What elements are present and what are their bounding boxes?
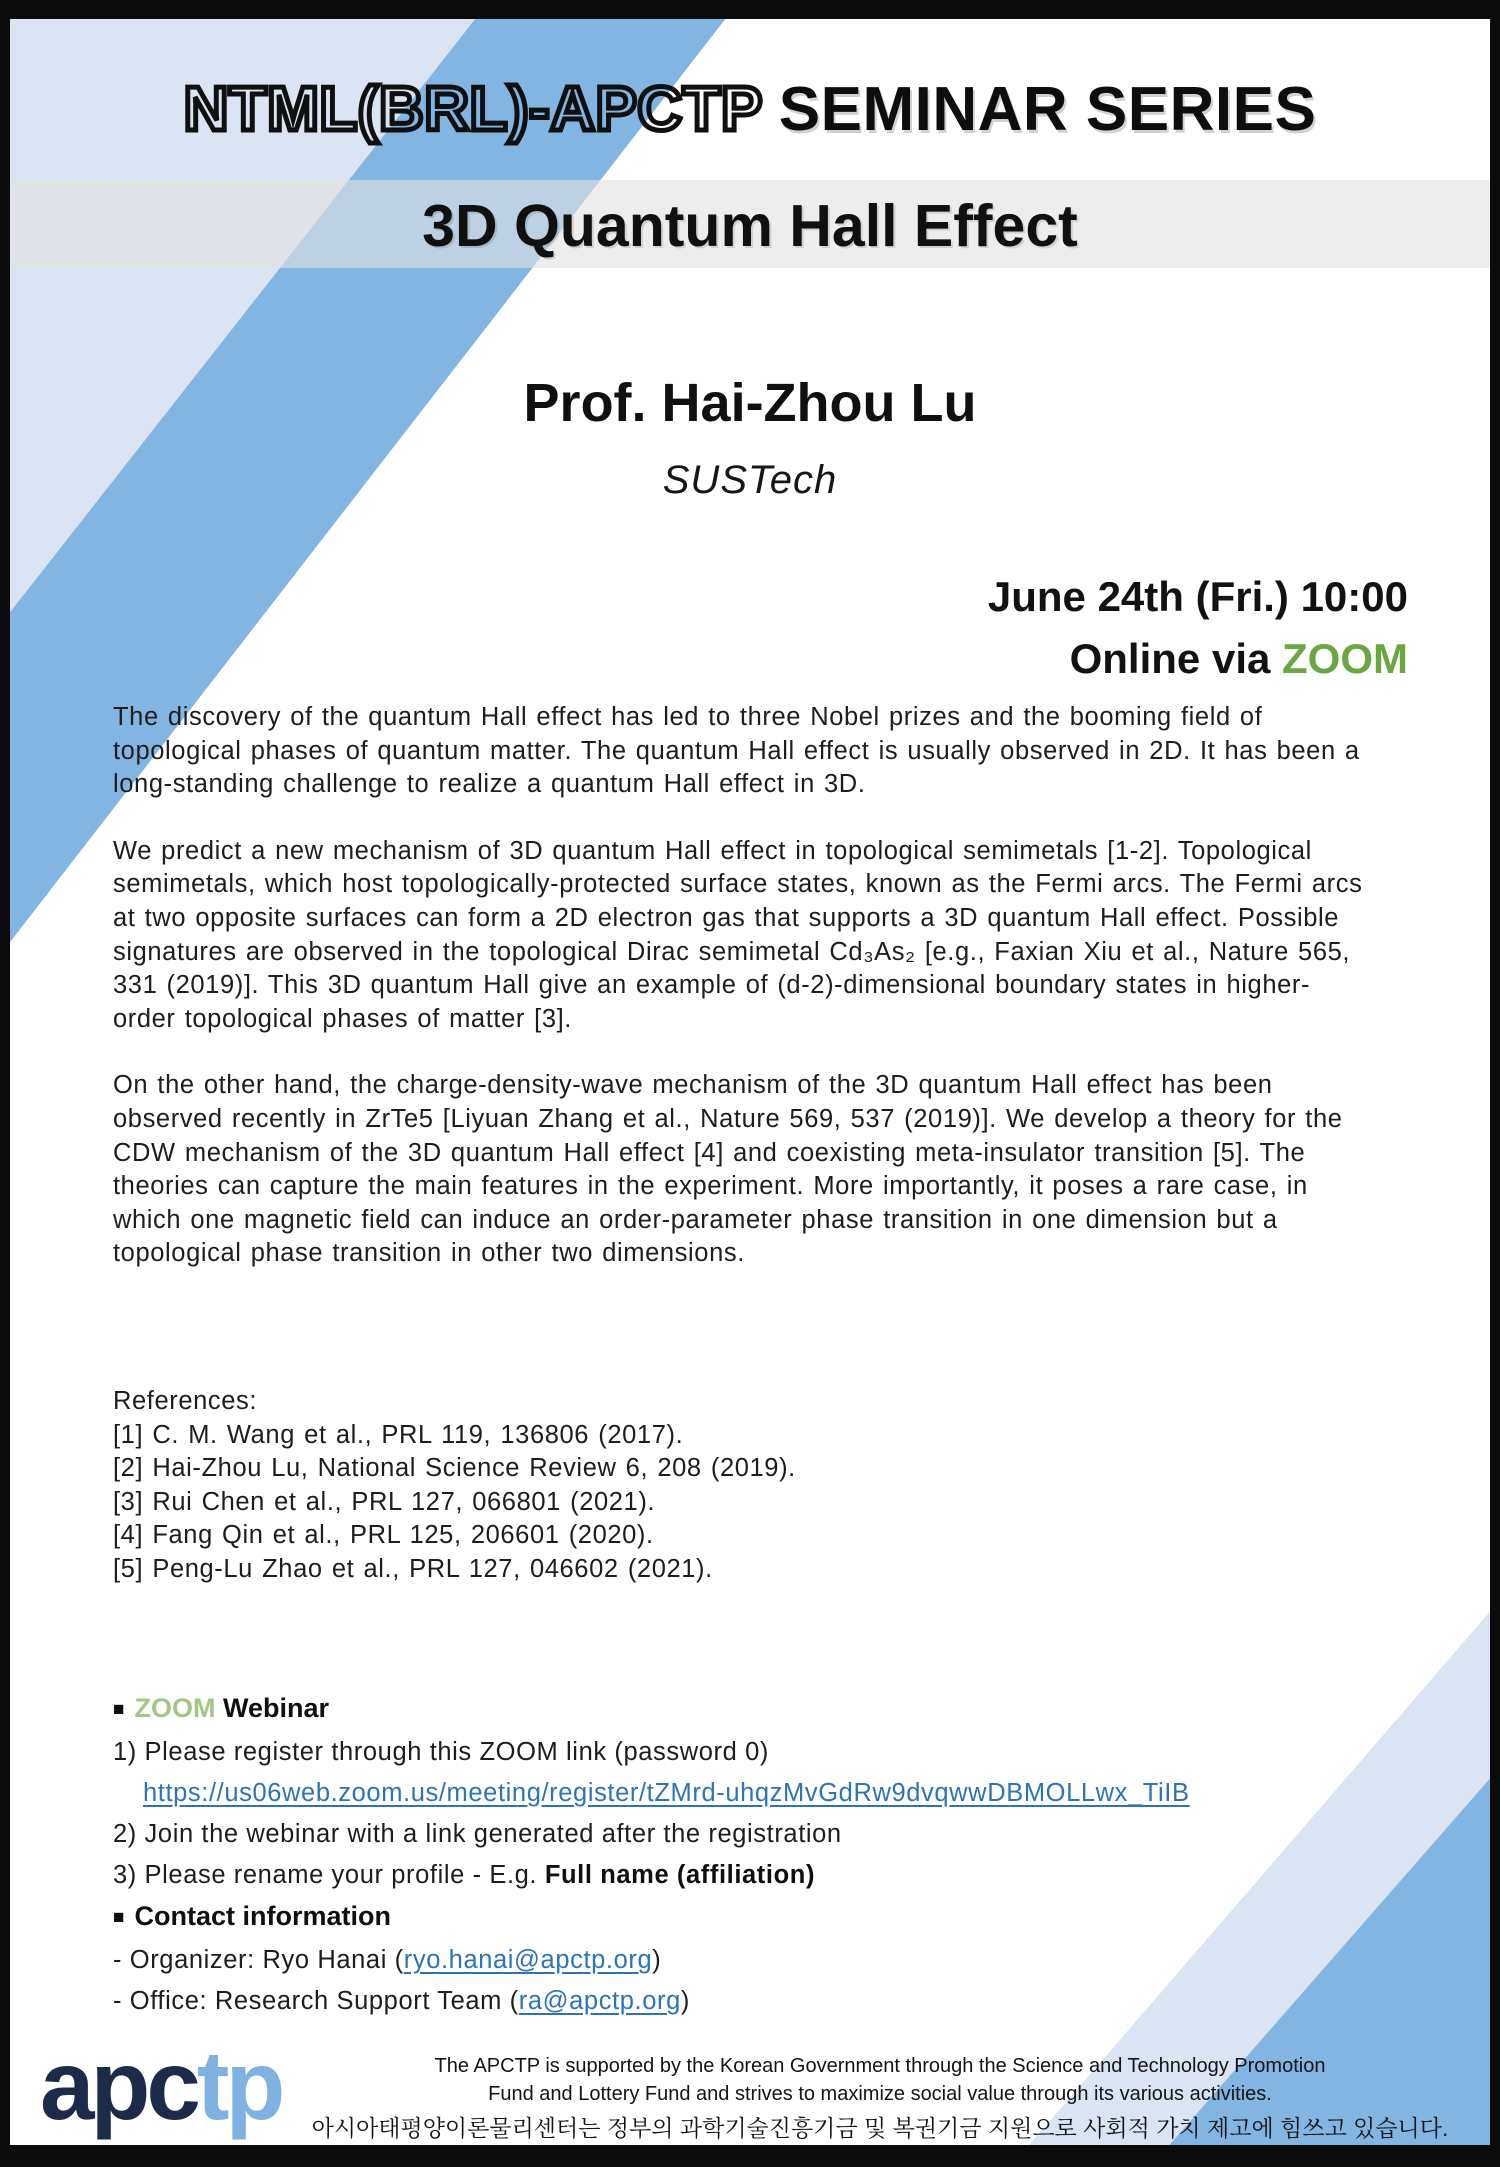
organizer-suffix: ) <box>652 1946 662 1974</box>
talk-title: 3D Quantum Hall Effect <box>422 193 1078 259</box>
references-list <box>113 1385 1363 1587</box>
contact-heading-text: Contact information <box>134 1901 391 1931</box>
seminar-datetime: June 24th (Fri.) 10:00 <box>987 573 1408 620</box>
abstract-paragraph-3: On the other hand, the charge-density-wave mechanism of the 3D quantum Hall effect has been observed recently in ZrTe5 [Liyuan Zhang et al., Nature 569, 537 (2019)]. We develop a theory for the CDW mechanism of the 3D quantum Hall effect [4] and coexisting meta-insulator transition [5]. The theories can capture the main features in the experiment. More importantly, it poses a rare case, in which one magnetic field can induce an order-parameter phase transition in one dimension but a topological phase transition in other two dimensions. <box>113 1071 1343 1268</box>
footer-support-en-line2: Fund and Lottery Fund and strives to maximize social value through its various activities. <box>488 2083 1272 2105</box>
organizer-email-link[interactable]: ryo.hanai@apctp.org <box>403 1946 653 1974</box>
reference-item: [4] Fang Qin et al., PRL 125, 206601 (2020). <box>113 1521 654 1550</box>
footer-support-text <box>310 2052 1450 2144</box>
venue-prefix: Online via <box>1069 635 1283 682</box>
office-email-link[interactable]: ra@apctp.org <box>518 1987 681 2015</box>
square-bullet-icon: ■ <box>113 1699 125 1720</box>
series-name-solid: SEMINAR SERIES <box>778 75 1317 144</box>
webinar-heading-rest: Webinar <box>215 1693 330 1723</box>
reference-item: [2] Hai-Zhou Lu, National Science Review 6, 208 (2019). <box>113 1454 796 1483</box>
apctp-logo-dark-part: apc <box>40 2030 197 2140</box>
webinar-step-1: 1) Please register through this ZOOM link (password 0) <box>113 1738 769 1766</box>
footer-support-en-line1: The APCTP is supported by the Korean Government through the Science and Technology Promotion <box>434 2055 1326 2077</box>
speaker-affiliation: SUSTech <box>662 458 838 502</box>
schedule-block <box>988 566 1408 690</box>
organizer-prefix: - Organizer: Ryo Hanai ( <box>113 1946 404 1974</box>
square-bullet-icon: ■ <box>113 1907 125 1928</box>
footer-support-korean: 아시아태평양이론물리센터는 정부의 과학기술진흥기금 및 복권기금 지원으로 사회적 가치 제고에 힘쓰고 있습니다. <box>311 2115 1449 2141</box>
webinar-heading-zoom: ZOOM <box>134 1693 216 1723</box>
office-suffix: ) <box>680 1987 690 2015</box>
references-heading: References: <box>113 1387 258 1415</box>
webinar-heading <box>113 1688 1400 1732</box>
abstract-paragraph-1: The discovery of the quantum Hall effect has led to three Nobel prizes and the booming field of topological phases of quantum matter. The quantum Hall effect is usually observed in 2D. It has been a long-standing challenge to realize a quantum Hall effect in 3D. <box>113 703 1360 799</box>
apctp-logo <box>40 2030 282 2140</box>
webinar-step-3 <box>113 1855 1400 1896</box>
apctp-logo-light-part: tp <box>196 2030 282 2140</box>
speaker-name: Prof. Hai-Zhou Lu <box>523 373 977 433</box>
office-prefix: - Office: Research Support Team ( <box>113 1987 519 2015</box>
abstract <box>113 701 1363 1304</box>
abstract-paragraph-2: We predict a new mechanism of 3D quantum Hall effect in topological semimetals [1-2]. Topological semimetals, which host topologically-protected surface states, known as the Fermi arcs. The Fermi arcs at two opposite surfaces can form a 2D electron gas that supports a 3D quantum Hall effect. Possible signatures are observed in the topological Dirac semimetal Cd₃As₂ [e.g., Faxian Xiu et al., Nature 565, 331 (2019)]. This 3D quantum Hall give an example of (d-2)-dimensional boundary states in higher-order topological phases of matter [3]. <box>113 836 1363 1033</box>
reference-item: [5] Peng-Lu Zhao et al., PRL 127, 046602 (2021). <box>113 1554 713 1583</box>
reference-item: [1] C. M. Wang et al., PRL 119, 136806 (2017). <box>113 1420 684 1449</box>
zoom-registration-link[interactable]: https://us06web.zoom.us/meeting/register/tZMrd-uhqzMvGdRw9dvqwwDBMOLLwx_TiIB <box>143 1779 1190 1807</box>
contact-heading <box>113 1896 1400 1940</box>
seminar-venue <box>988 628 1408 690</box>
contact-organizer-line <box>113 1940 1400 1981</box>
venue-platform: ZOOM <box>1282 635 1408 682</box>
webinar-step-3-bold: Full name (affiliation) <box>544 1861 816 1889</box>
contact-office-line <box>113 1981 1400 2022</box>
webinar-link-line <box>113 1773 1400 1814</box>
webinar-step-3-text: 3) Please rename your profile - E.g. <box>113 1861 545 1889</box>
reference-item: [3] Rui Chen et al., PRL 127, 066801 (2021). <box>113 1487 656 1516</box>
series-name-outlined: NTML(BRL)-APCTP <box>183 75 763 144</box>
zoom-webinar-section <box>113 1688 1400 1896</box>
series-header <box>0 74 1500 145</box>
contact-section <box>113 1896 1400 2022</box>
webinar-step-2: 2) Join the webinar with a link generated after the registration <box>113 1820 842 1848</box>
